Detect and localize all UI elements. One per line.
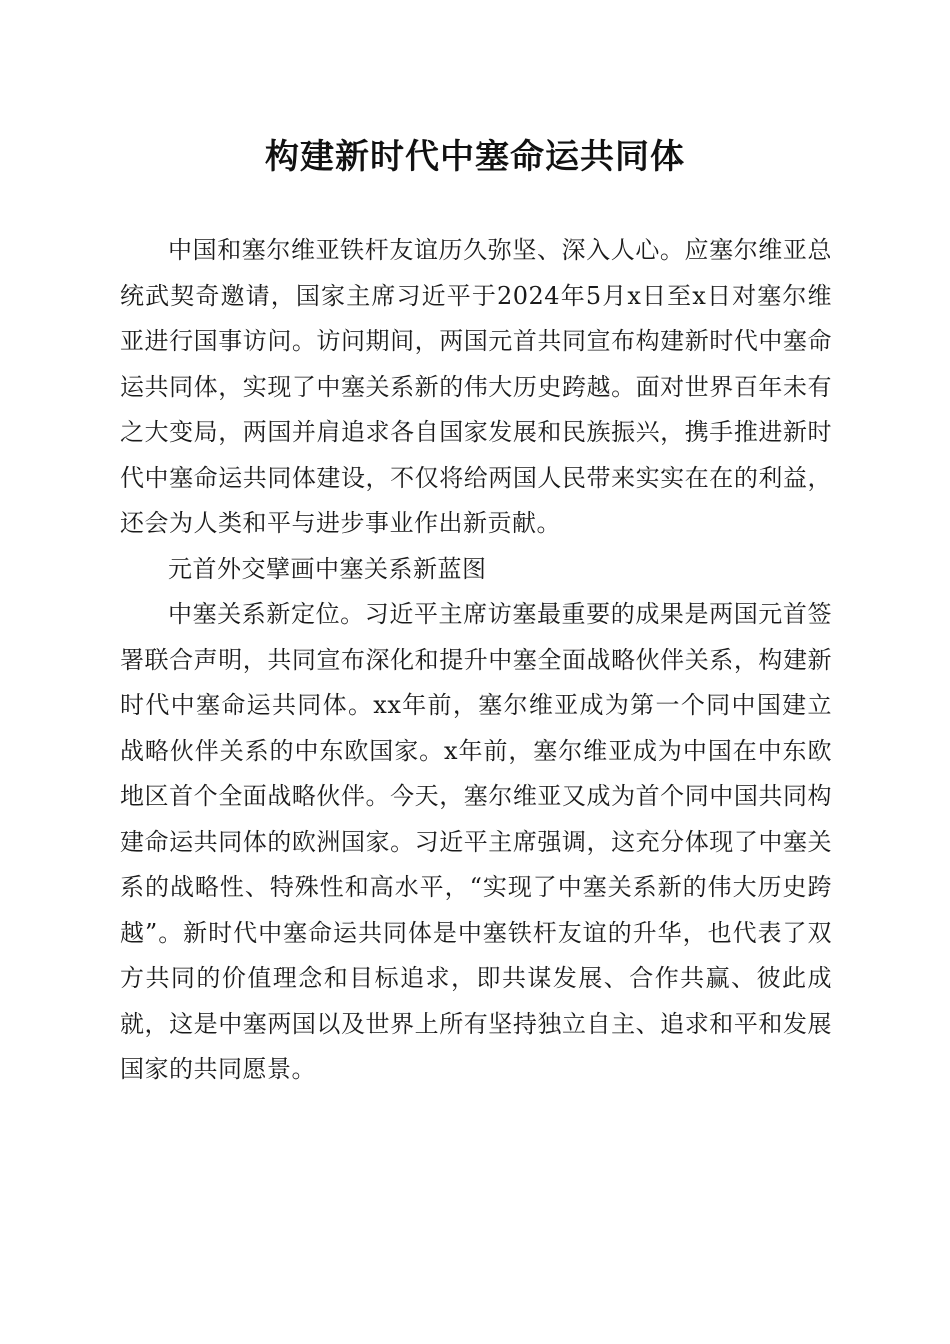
intro-paragraph: 中国和塞尔维亚铁杆友谊历久弥坚、深入人心。应塞尔维亚总统武契奇邀请，国家主席习近平于2024年5月x日至x日对塞尔维亚进行国事访问。访问期间，两国元首共同宣布构建新时代中塞命运共同体，实现了中塞关系新的伟大历史跨越。面对世界百年未有之大变局，两国并肩追求各自国家发展和民族振兴，携手推进新时代中塞命运共同体建设，不仅将给两国人民带来实实在在的利益，还会为人类和平与进步事业作出新贡献。	[120, 236, 832, 537]
section-paragraph: 中塞关系新定位。习近平主席访塞最重要的成果是两国元首签署联合声明，共同宣布深化和提升中塞全面战略伙伴关系，构建新时代中塞命运共同体。xx年前，塞尔维亚成为第一个同中国建立战略伙伴关系的中东欧国家。x年前，塞尔维亚成为中国在中东欧地区首个全面战略伙伴。今天，塞尔维亚又成为首个同中国共同构建命运共同体的欧洲国家。习近平主席强调，这充分体现了中塞关系的战略性、特殊性和高水平，“实现了中塞关系新的伟大历史跨越”。新时代中塞命运共同体是中塞铁杆友谊的升华，也代表了双方共同的价值理念和目标追求，即共谋发展、合作共赢、彼此成就，这是中塞两国以及世界上所有坚持独立自主、追求和平和发展国家的共同愿景。	[120, 600, 832, 1083]
document-title: 构建新时代中塞命运共同体	[265, 137, 685, 177]
section-heading: 元首外交擘画中塞关系新蓝图	[168, 554, 487, 583]
document-body	[120, 228, 832, 1093]
